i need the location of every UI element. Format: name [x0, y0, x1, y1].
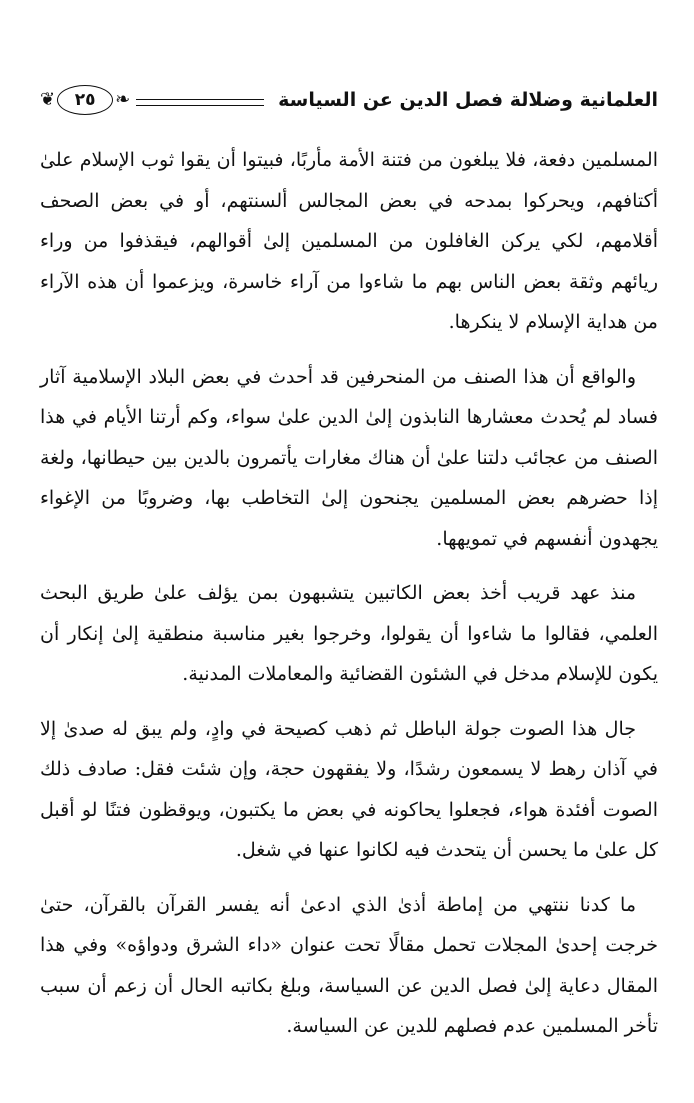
- header-double-rule: [136, 99, 264, 106]
- running-header: [40, 78, 658, 122]
- paragraph: منذ عهد قريب أخذ بعض الكاتبين يتشبهون بمن يؤلف علىٰ طريق البحث العلمي، فقالوا ما شاءوا أن يقولوا، وخرجوا بغير مناسبة منطقية إلىٰ إنكار أن يكون للإسلام مدخل في الشئون القضائية والمعاملات المدنية.: [40, 582, 658, 685]
- paragraph: ما كدنا ننتهي من إماطة أذىٰ الذي ادعىٰ أنه يفسر القرآن بالقرآن، حتىٰ خرجت إحدىٰ المجلات تحمل مقالًا تحت عنوان «داء الشرق ودواؤه» وفي هذا المقال دعاية إلىٰ فصل الدين عن السياسة، وبلغ بكاتبه الحال أن زعم أن سبب تأخر المسلمين عدم فصلهم للدين عن السياسة.: [40, 893, 658, 1037]
- page-body: [40, 140, 658, 1047]
- page-number-ornament: [40, 85, 130, 115]
- floral-ornament-icon: ❧: [115, 89, 131, 110]
- paragraph: جال هذا الصوت جولة الباطل ثم ذهب كصيحة في وادٍ، ولم يبق له صدىٰ إلا في آذان رهط لا يسمعون رشدًا، ولا يفقهون حجة، وإن شئت فقل: صادف ذلك الصوت أفئدة هواء، فجعلوا يحاكونه في بعض ما يكتبون، ويوقظون فتنًا لو أقبل كل علىٰ ما يحسن أن يتحدث فيه لكانوا عنها في شغل.: [40, 717, 658, 861]
- book-page: [40, 78, 658, 1061]
- paragraph: المسلمين دفعة، فلا يبلغون من فتنة الأمة مأربًا، فبيتوا أن يقوا ثوب الإسلام علىٰ أكتافهم، ويحركوا بمدحه في بعض المجالس ألسنتهم، أو في بعض الصحف أقلامهم، لكي يركن الغافلون من المسلمين إلىٰ أقوالهم، فيقذفوا من وراء ريائهم وثقة بعض الناس بهم ما شاءوا من آراء خاسرة، ويزعموا أن هذه الآراء من هداية الإسلام لا ينكرها.: [40, 149, 658, 333]
- running-title: العلمانية وضلالة فصل الدين عن السياسة: [278, 89, 658, 111]
- page-number: ٢٥: [57, 85, 113, 115]
- paragraph: والواقع أن هذا الصنف من المنحرفين قد أحدث في بعض البلاد الإسلامية آثار فساد لم يُحدث معشارها النابذون إلىٰ الدين علىٰ سواء، وكم أرتنا الأيام في هذا الصنف من عجائب دلتنا علىٰ أن هناك مغارات يأتمرون بالدين بين حيطانها، ولغة إذا حضرهم بعض المسلمين يجنحون إلىٰ التخاطب بها، وضروبًا من الإغواء يجهدون أنفسهم في تمويهها.: [40, 365, 658, 550]
- floral-ornament-icon: ❦: [40, 89, 56, 110]
